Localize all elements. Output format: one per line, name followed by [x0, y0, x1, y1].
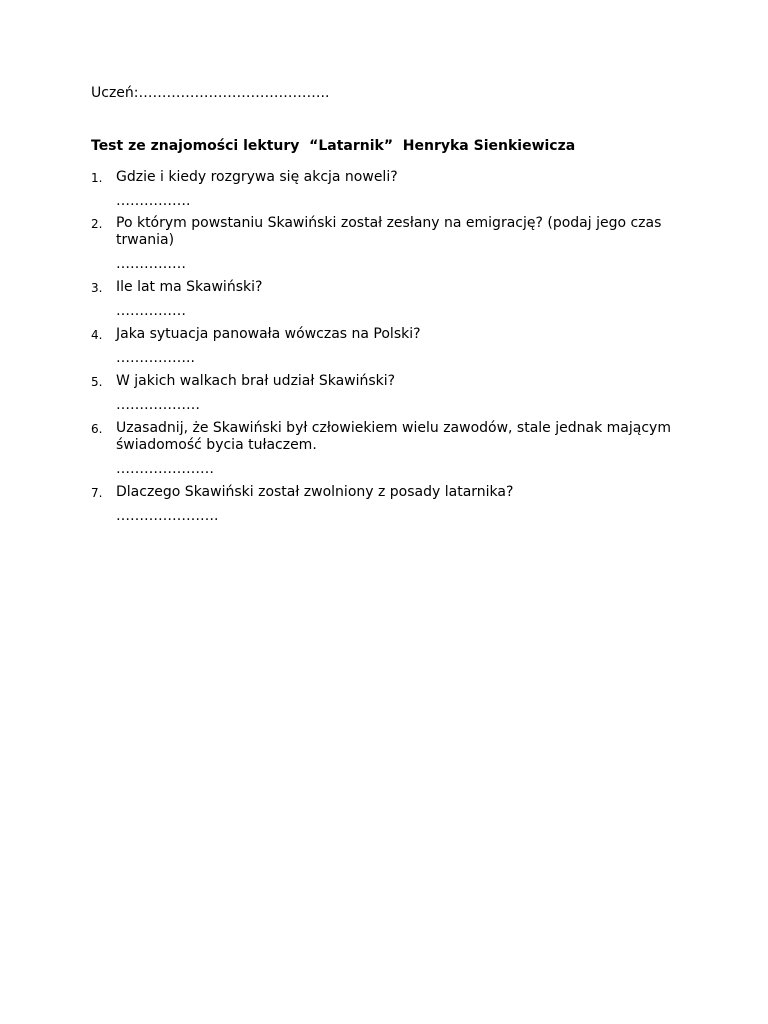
answer-line: ……………: [116, 256, 186, 272]
question-text: Jaka sytuacja panowała wówczas na Polski?: [116, 326, 421, 342]
answer-line: ……………..: [116, 350, 195, 366]
question-number: 5.: [91, 375, 103, 389]
test-title: Test ze znajomości lektury “Latarnik” Henryka Sienkiewicza: [91, 138, 576, 154]
answer-line: ………………….: [116, 508, 219, 524]
answer-line: …………………: [116, 461, 214, 477]
question-text: W jakich walkach brał udział Skawiński?: [116, 373, 396, 389]
question-number: 6.: [91, 422, 103, 436]
question-text: Dlaczego Skawiński został zwolniony z posady latarnika?: [116, 484, 514, 500]
question-text: Gdzie i kiedy rozgrywa się akcja noweli?: [116, 169, 398, 185]
question-number: 1.: [91, 171, 103, 185]
question-number: 7.: [91, 486, 103, 500]
question-number: 4.: [91, 328, 103, 342]
answer-line: ………………: [116, 397, 200, 413]
question-text: Ile lat ma Skawiński?: [116, 279, 263, 295]
answer-line: ……………: [116, 303, 186, 319]
question-text: Uzasadnij, że Skawiński był człowiekiem wielu zawodów, stale jednak mającym świadomość bycia tułaczem.: [116, 420, 671, 453]
question-text: Po którym powstaniu Skawiński został zesłany na emigrację? (podaj jego czas trwania): [116, 215, 662, 248]
question-number: 3.: [91, 281, 103, 295]
answer-line: …………….: [116, 193, 191, 209]
question-number: 2.: [91, 217, 103, 231]
student-name-line: Uczeń:…………………………………..: [91, 85, 330, 101]
